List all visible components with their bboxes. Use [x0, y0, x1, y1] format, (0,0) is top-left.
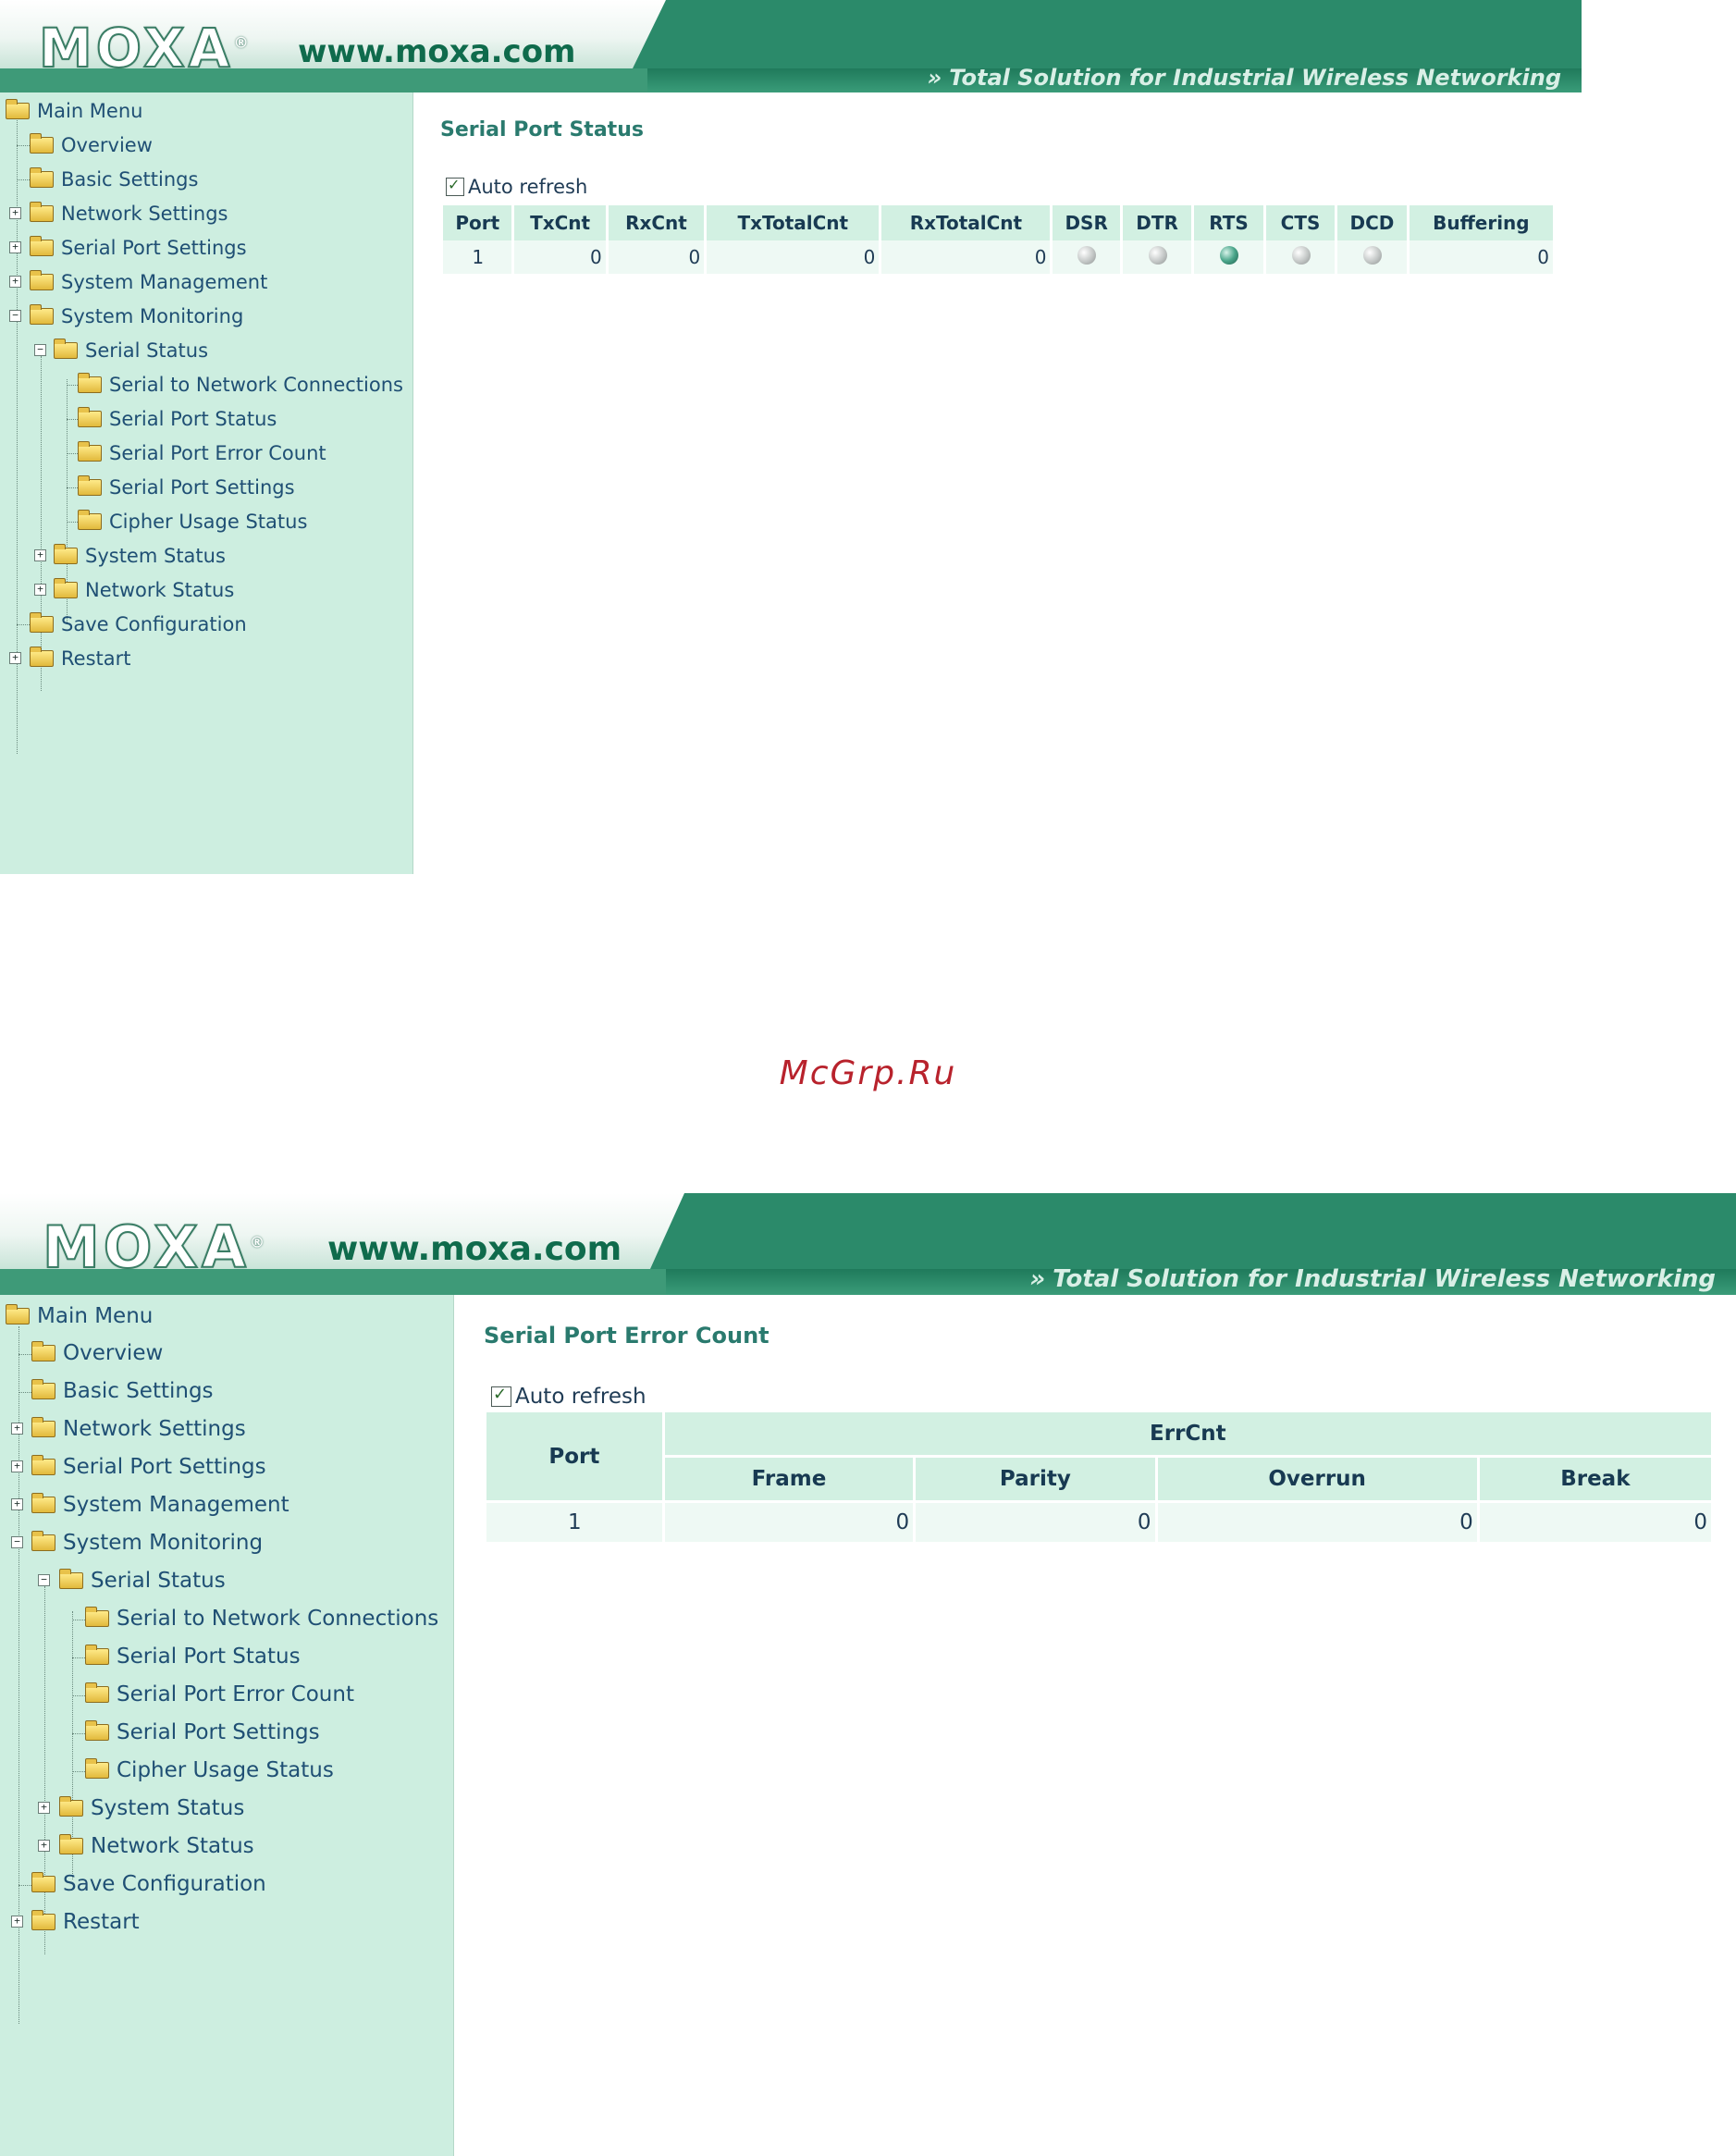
folder-icon	[30, 171, 54, 188]
folder-open-icon	[31, 1534, 55, 1551]
sidebar-item-system-monitoring[interactable]: System Monitoring	[31, 1531, 263, 1555]
column-header-rxcnt: RxCnt	[609, 205, 704, 240]
cell-rxtotalcnt: 0	[881, 240, 1050, 274]
folder-icon	[31, 1459, 55, 1475]
column-header-rxtotalcnt: RxTotalCnt	[881, 205, 1050, 240]
column-header-cts: CTS	[1266, 205, 1335, 240]
led-off-icon	[1292, 246, 1311, 265]
led-off-icon	[1077, 246, 1096, 265]
sidebar-item-serial-port-settings-sub[interactable]: Serial Port Settings	[78, 476, 295, 499]
folder-icon	[59, 1800, 83, 1817]
website-link[interactable]: www.moxa.com	[327, 1230, 622, 1268]
column-header-frame: Frame	[665, 1458, 913, 1500]
sidebar-item-serial-port-status[interactable]: Serial Port Status	[78, 408, 277, 430]
cell-buffering: 0	[1410, 240, 1553, 274]
slogan: » Total Solution for Industrial Wireless Networking	[927, 65, 1561, 91]
cell-port: 1	[443, 240, 511, 274]
folder-icon	[30, 650, 54, 667]
folder-icon	[85, 1724, 109, 1741]
sidebar-item-serial-port-status[interactable]: Serial Port Status	[85, 1645, 301, 1669]
expand-plus-icon[interactable]: +	[11, 1460, 23, 1472]
cell-rts	[1194, 240, 1262, 274]
sidebar-item-save-configuration[interactable]: Save Configuration	[31, 1872, 266, 1896]
sidebar-item-cipher-usage-status[interactable]: Cipher Usage Status	[85, 1758, 334, 1782]
expand-plus-icon[interactable]: +	[11, 1916, 23, 1928]
cell-cts	[1266, 240, 1335, 274]
sidebar-menu	[0, 1295, 454, 2156]
website-link[interactable]: www.moxa.com	[298, 33, 576, 70]
folder-open-icon	[6, 103, 30, 119]
led-off-icon	[1149, 246, 1167, 265]
folder-icon	[30, 205, 54, 222]
chevron-icon: »	[927, 65, 942, 91]
column-header-txtotalcnt: TxTotalCnt	[707, 205, 879, 240]
serial-port-status-screenshot	[0, 0, 1582, 874]
folder-icon	[31, 1345, 55, 1361]
sidebar-item-network-status[interactable]: Network Status	[54, 579, 234, 601]
sidebar-item-system-status[interactable]: System Status	[59, 1796, 244, 1820]
column-group-errcnt: ErrCnt	[665, 1412, 1711, 1455]
sidebar-item-overview[interactable]: Overview	[31, 1341, 163, 1365]
sidebar-item-serial-port-settings[interactable]: Serial Port Settings	[30, 237, 247, 259]
auto-refresh-checkbox[interactable]: ✓ Auto refresh	[491, 1385, 646, 1409]
table-row	[486, 1503, 1711, 1542]
expand-plus-icon[interactable]: +	[38, 1802, 50, 1814]
column-header-parity: Parity	[916, 1458, 1154, 1500]
sidebar-item-network-settings[interactable]: Network Settings	[31, 1417, 246, 1441]
watermark-text: McGrp.Ru	[779, 1054, 957, 1092]
auto-refresh-checkbox[interactable]: ✓ Auto refresh	[446, 176, 587, 198]
column-header-txcnt: TxCnt	[514, 205, 605, 240]
sidebar-item-restart[interactable]: Restart	[30, 647, 130, 670]
column-header-dsr: DSR	[1053, 205, 1119, 240]
sidebar-item-main-menu[interactable]: Main Menu	[6, 1304, 153, 1328]
sidebar-menu	[0, 92, 413, 874]
table-header-row	[443, 205, 1553, 240]
column-header-port: Port	[486, 1412, 662, 1500]
folder-icon	[31, 1421, 55, 1437]
cell-port: 1	[486, 1503, 662, 1542]
folder-icon	[78, 411, 102, 427]
expand-plus-icon[interactable]: +	[34, 549, 46, 561]
cell-dcd	[1337, 240, 1406, 274]
sidebar-item-serial-port-settings-sub[interactable]: Serial Port Settings	[85, 1720, 320, 1744]
folder-icon	[31, 1383, 55, 1399]
expand-plus-icon[interactable]: +	[11, 1498, 23, 1510]
column-header-dtr: DTR	[1123, 205, 1191, 240]
column-header-overrun: Overrun	[1158, 1458, 1477, 1500]
page-title: Serial Port Error Count	[484, 1323, 770, 1349]
table-row	[443, 240, 1553, 274]
chevron-icon: »	[1029, 1265, 1046, 1293]
folder-icon	[31, 1497, 55, 1513]
expand-plus-icon[interactable]: +	[9, 276, 21, 288]
slogan: » Total Solution for Industrial Wireless Networking	[1029, 1265, 1716, 1293]
expand-plus-icon[interactable]: +	[9, 207, 21, 219]
sidebar-item-network-settings[interactable]: Network Settings	[30, 203, 228, 225]
led-off-icon	[1363, 246, 1382, 265]
folder-open-icon	[59, 1572, 83, 1589]
expand-plus-icon[interactable]: +	[9, 241, 21, 253]
sidebar-item-system-monitoring[interactable]: System Monitoring	[30, 305, 243, 327]
column-header-buffering: Buffering	[1410, 205, 1553, 240]
cell-txtotalcnt: 0	[707, 240, 879, 274]
page-title: Serial Port Status	[440, 118, 644, 142]
folder-icon	[59, 1838, 83, 1854]
sidebar-item-serial-port-error-count[interactable]: Serial Port Error Count	[85, 1682, 354, 1706]
column-header-dcd: DCD	[1337, 205, 1406, 240]
cell-txcnt: 0	[514, 240, 605, 274]
folder-icon	[31, 1914, 55, 1930]
cell-break: 0	[1480, 1503, 1711, 1542]
folder-icon	[30, 240, 54, 256]
sidebar-item-serial-to-network-connections[interactable]: Serial to Network Connections	[85, 1607, 438, 1631]
folder-open-icon	[54, 342, 78, 359]
sidebar-item-serial-to-network-connections[interactable]: Serial to Network Connections	[78, 374, 403, 396]
moxa-logo: MOXA®	[43, 1214, 268, 1281]
collapse-minus-icon[interactable]: −	[9, 310, 21, 322]
table-subheader-row	[486, 1458, 1711, 1500]
folder-icon	[85, 1686, 109, 1703]
folder-icon	[30, 137, 54, 154]
sidebar-item-serial-status[interactable]: Serial Status	[54, 339, 208, 362]
folder-icon	[31, 1876, 55, 1892]
column-header-port: Port	[443, 205, 511, 240]
header-banner	[0, 1193, 1736, 1295]
cell-overrun: 0	[1158, 1503, 1477, 1542]
column-header-rts: RTS	[1194, 205, 1262, 240]
cell-rxcnt: 0	[609, 240, 704, 274]
folder-icon	[78, 445, 102, 462]
collapse-minus-icon[interactable]: −	[11, 1536, 23, 1548]
header-banner	[0, 0, 1582, 92]
sidebar-item-overview[interactable]: Overview	[30, 134, 153, 156]
collapse-minus-icon[interactable]: −	[38, 1574, 50, 1586]
checkbox-checked-icon[interactable]	[491, 1386, 511, 1407]
sidebar-item-save-configuration[interactable]: Save Configuration	[30, 613, 247, 635]
sidebar-item-system-management[interactable]: System Management	[30, 271, 267, 293]
folder-icon	[78, 513, 102, 530]
folder-icon	[54, 548, 78, 564]
folder-icon	[54, 582, 78, 598]
serial-port-error-count-table	[484, 1410, 1714, 1545]
folder-icon	[78, 479, 102, 496]
folder-icon	[85, 1610, 109, 1627]
folder-icon	[85, 1648, 109, 1665]
moxa-logo: MOXA®	[39, 17, 252, 80]
serial-port-status-table	[440, 205, 1556, 274]
folder-open-icon	[6, 1308, 30, 1324]
sidebar-item-restart[interactable]: Restart	[31, 1910, 140, 1934]
cell-dtr	[1123, 240, 1191, 274]
cell-dsr	[1053, 240, 1119, 274]
sidebar-item-serial-port-settings[interactable]: Serial Port Settings	[31, 1455, 266, 1479]
expand-plus-icon[interactable]: +	[34, 584, 46, 596]
sidebar-item-system-management[interactable]: System Management	[31, 1493, 289, 1517]
sidebar-item-basic-settings[interactable]: Basic Settings	[31, 1379, 214, 1403]
sidebar-item-system-status[interactable]: System Status	[54, 545, 226, 567]
sidebar-item-main-menu[interactable]: Main Menu	[6, 100, 142, 122]
folder-icon	[30, 274, 54, 290]
folder-open-icon	[30, 308, 54, 325]
cell-frame: 0	[665, 1503, 913, 1542]
serial-port-error-count-screenshot	[0, 1193, 1736, 2156]
folder-icon	[30, 616, 54, 633]
sidebar-item-serial-status[interactable]: Serial Status	[59, 1569, 226, 1593]
led-on-icon	[1220, 246, 1238, 265]
expand-plus-icon[interactable]: +	[9, 652, 21, 664]
folder-icon	[85, 1762, 109, 1779]
table-header-row	[486, 1412, 1711, 1455]
sidebar-item-network-status[interactable]: Network Status	[59, 1834, 254, 1858]
checkbox-checked-icon[interactable]	[446, 178, 464, 196]
sidebar-item-basic-settings[interactable]: Basic Settings	[30, 168, 198, 191]
expand-plus-icon[interactable]: +	[38, 1840, 50, 1852]
collapse-minus-icon[interactable]: −	[34, 344, 46, 356]
sidebar-item-serial-port-error-count[interactable]: Serial Port Error Count	[78, 442, 326, 464]
folder-icon	[78, 376, 102, 393]
column-header-break: Break	[1480, 1458, 1711, 1500]
expand-plus-icon[interactable]: +	[11, 1423, 23, 1435]
sidebar-item-cipher-usage-status[interactable]: Cipher Usage Status	[78, 511, 307, 533]
cell-parity: 0	[916, 1503, 1154, 1542]
